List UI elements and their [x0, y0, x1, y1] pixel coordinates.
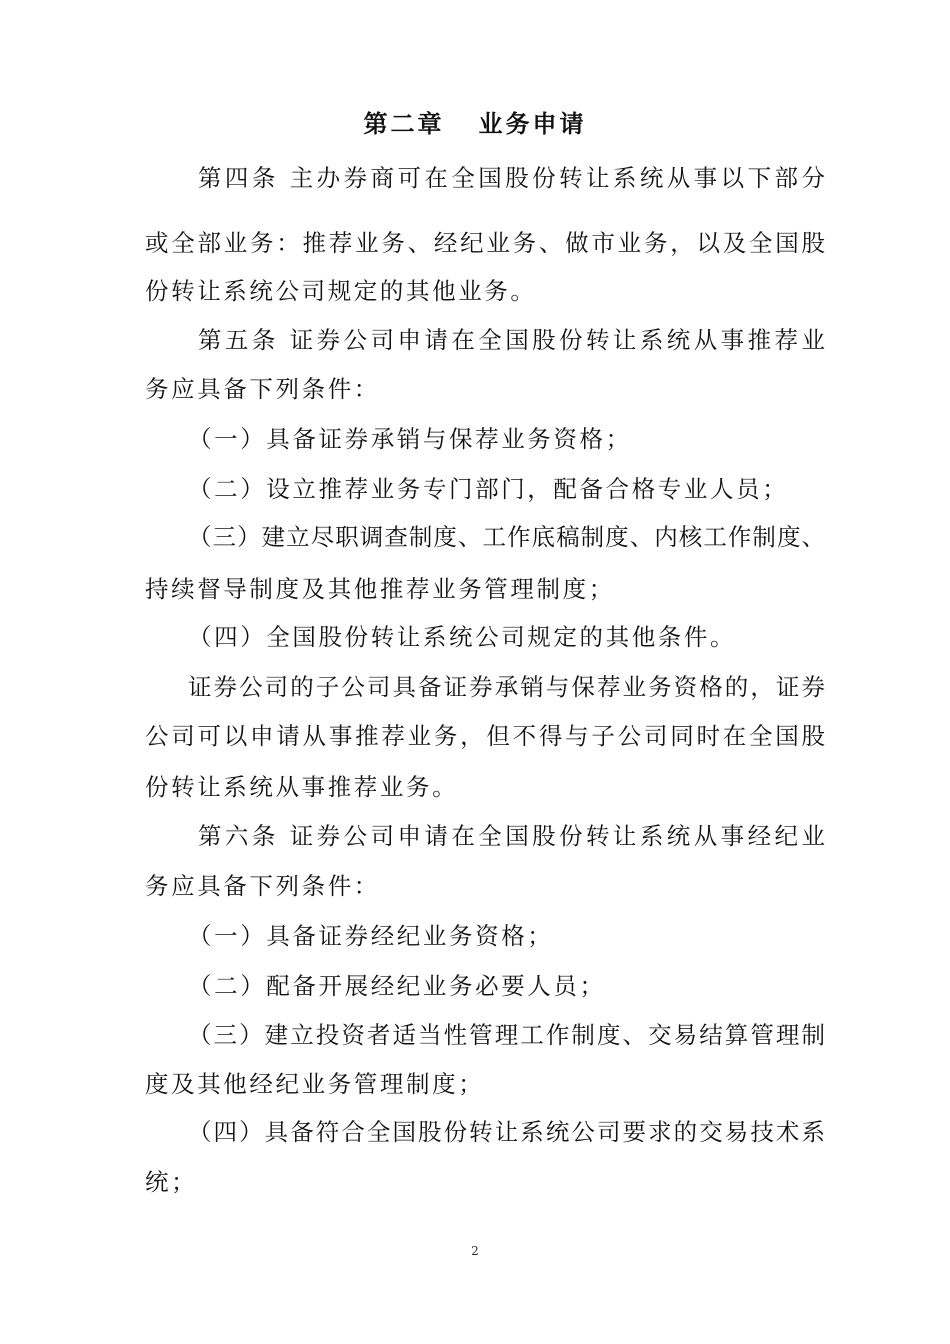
article-4-line-3: 份转让系统公司规定的其他业务。 — [145, 277, 537, 305]
article-6-item-2: （二）配备开展经纪业务必要人员； — [188, 972, 606, 1000]
article-6-item-1: （一）具备证券经纪业务资格； — [188, 922, 554, 950]
chapter-title: 第二章 业务申请 — [363, 110, 587, 138]
article-5-item-3-line-1: （三）建立尽职调查制度、工作底稿制度、内核工作制度、 — [188, 523, 825, 551]
article-4-line-1: 第四条 主办券商可在全国股份转让系统从事以下部分 — [198, 164, 825, 192]
article-4-line-2: 或全部业务：推荐业务、经纪业务、做市业务，以及全国股 — [145, 229, 825, 257]
article-6-line-1: 第六条 证券公司申请在全国股份转让系统从事经纪业 — [198, 822, 825, 850]
article-5-item-1: （一）具备证券承销与保荐业务资格； — [188, 425, 632, 453]
article-5-line-2: 务应具备下列条件： — [145, 375, 380, 403]
article-6-item-4-line-2: 统； — [145, 1168, 198, 1196]
article-6-item-3-line-1: （三）建立投资者适当性管理工作制度、交易结算管理制 — [188, 1021, 825, 1049]
subsidiary-paragraph-line-2: 公司可以申请从事推荐业务，但不得与子公司同时在全国股 — [145, 722, 825, 750]
article-5-item-2: （二）设立推荐业务专门部门，配备合格专业人员； — [188, 475, 789, 503]
subsidiary-paragraph-line-3: 份转让系统从事推荐业务。 — [145, 773, 459, 801]
page-number: 2 — [471, 1244, 479, 1258]
article-6-item-3-line-2: 度及其他经纪业务管理制度； — [145, 1070, 485, 1098]
article-5-item-4: （四）全国股份转让系统公司规定的其他条件。 — [188, 623, 737, 651]
article-5-item-3-line-2: 持续督导制度及其他推荐业务管理制度； — [145, 575, 615, 603]
article-5-line-1: 第五条 证券公司申请在全国股份转让系统从事推荐业 — [198, 326, 825, 354]
article-6-line-2: 务应具备下列条件： — [145, 872, 380, 900]
subsidiary-paragraph-line-1: 证券公司的子公司具备证券承销与保荐业务资格的，证券 — [188, 673, 825, 701]
article-6-item-4-line-1: （四）具备符合全国股份转让系统公司要求的交易技术系 — [188, 1118, 825, 1146]
